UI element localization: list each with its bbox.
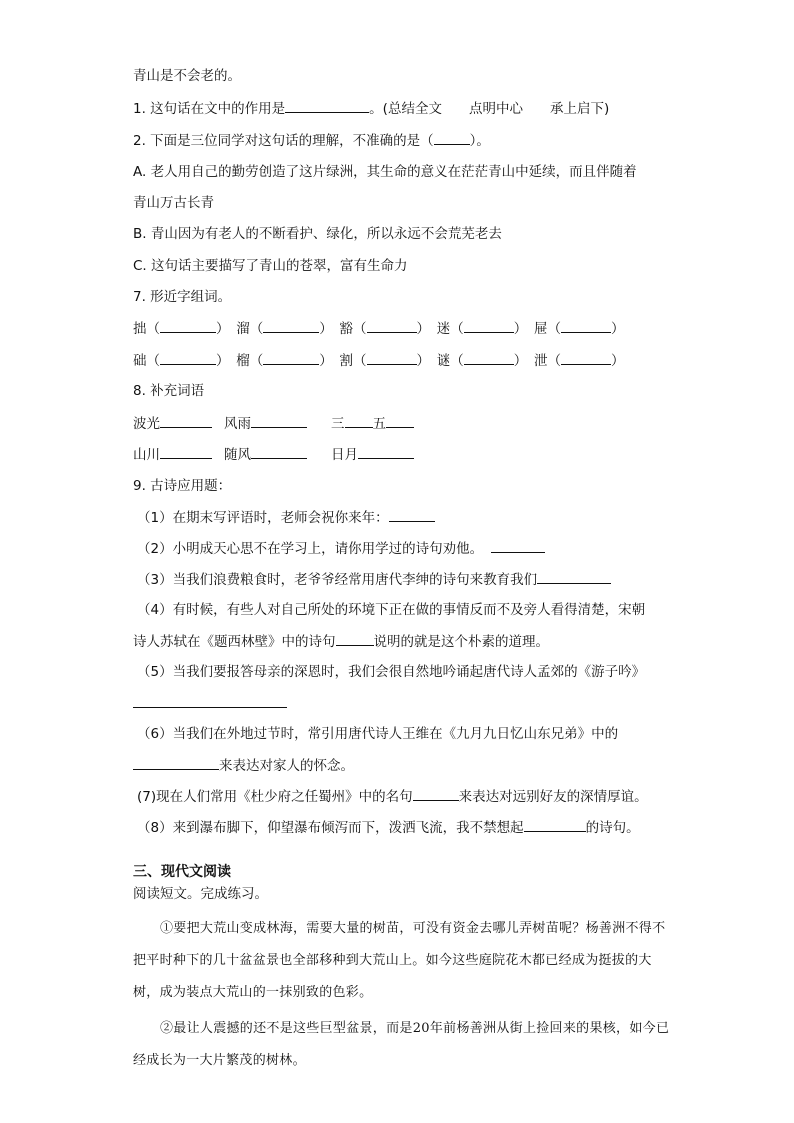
answer-blank[interactable] bbox=[386, 413, 414, 428]
question-2 bbox=[133, 130, 490, 151]
answer-blank[interactable] bbox=[367, 318, 417, 333]
question-7-title: 7. 形近字组词。 bbox=[133, 289, 232, 305]
answer-blank[interactable] bbox=[561, 350, 611, 365]
question-9-1 bbox=[137, 507, 435, 528]
sub-question-text: （3）当我们浪费粮食时，老爷爷经常用唐代李绅的诗句来教育我们 bbox=[137, 572, 538, 588]
idiom-prefix: 波光 bbox=[133, 416, 160, 432]
answer-blank[interactable] bbox=[561, 318, 611, 333]
question-9-2 bbox=[137, 538, 545, 559]
answer-blank[interactable] bbox=[464, 350, 514, 365]
char-label: ） 迷（ bbox=[416, 321, 464, 337]
question-8-row-2 bbox=[133, 444, 414, 465]
answer-blank[interactable] bbox=[389, 507, 435, 522]
sub-question-text: （2）小明成天心思不在学习上，请你用学过的诗句劝他。 bbox=[137, 541, 484, 557]
idiom-prefix: 日月 bbox=[331, 447, 358, 463]
question-9-7 bbox=[137, 786, 648, 807]
char-label: ） 谜（ bbox=[416, 353, 464, 369]
reading-paragraph-1: ①要把大荒山变成林海，需要大量的树苗，可没有资金去哪儿弄树苗呢？杨善洲不得不把平时种下的几十盆盆景也全部移种到大荒山上。如今这些庭院花木都已经成为挺拔的大树，成为装点大荒山的一抹别致的色彩。 bbox=[133, 921, 666, 1000]
answer-blank[interactable] bbox=[345, 413, 373, 428]
sub-question-text: (7)现在人们常用《杜少府之任蜀州》中的名句 bbox=[137, 789, 413, 805]
option-c: C. 这句话主要描写了青山的苍翠，富有生命力 bbox=[133, 258, 408, 274]
answer-blank[interactable] bbox=[160, 350, 216, 365]
section-3-instruction: 阅读短文。完成练习。 bbox=[133, 886, 268, 902]
char-label: 拙（ bbox=[133, 321, 160, 337]
answer-blank[interactable] bbox=[491, 538, 545, 553]
answer-blank[interactable] bbox=[464, 318, 514, 333]
question-9-6-line-1: （6）当我们在外地过节时，常引用唐代诗人王维在《九月九日忆山东兄弟》中的 bbox=[137, 726, 619, 742]
question-7-row-2 bbox=[133, 350, 625, 371]
char-label: ） 溜（ bbox=[216, 321, 264, 337]
answer-blank[interactable] bbox=[434, 130, 470, 145]
char-label: ） 豁（ bbox=[319, 321, 367, 337]
idiom-prefix: 三 bbox=[331, 416, 345, 432]
option-a-line-1: A. 老人用自己的勤劳创造了这片绿洲，其生命的意义在茫茫青山中延续，而且伴随着 bbox=[133, 164, 637, 180]
question-8-title: 8. 补充词语 bbox=[133, 383, 205, 399]
answer-blank[interactable] bbox=[413, 786, 459, 801]
question-7-row-1 bbox=[133, 318, 625, 339]
line-statement: 青山是不会老的。 bbox=[133, 68, 241, 84]
answer-blank[interactable] bbox=[537, 569, 611, 584]
question-9-3 bbox=[137, 569, 611, 590]
answer-blank[interactable] bbox=[160, 413, 212, 428]
char-label: ） 榴（ bbox=[216, 353, 264, 369]
question-9-5-answer bbox=[133, 693, 287, 714]
char-label: ） 泄（ bbox=[513, 353, 561, 369]
sub-question-text: 来表达对家人的怀念。 bbox=[219, 758, 354, 774]
char-label: ） bbox=[611, 353, 625, 369]
question-9-title: 9. 古诗应用题： bbox=[133, 478, 232, 494]
answer-blank[interactable] bbox=[358, 444, 414, 459]
char-label: ） bbox=[611, 321, 625, 337]
reading-paragraph-2: ②最让人震撼的还不是这些巨型盆景，而是20年前杨善洲从街上捡回来的果核，如今已经成长为一大片繁茂的树林。 bbox=[133, 1021, 670, 1068]
question-2-suffix: ）。 bbox=[469, 133, 490, 149]
sub-question-text: 的诗句。 bbox=[585, 820, 640, 836]
answer-blank[interactable] bbox=[367, 350, 417, 365]
question-1-options: 。(总结全文 点明中心 承上启下) bbox=[369, 101, 610, 117]
char-label: ） 割（ bbox=[319, 353, 367, 369]
answer-blank[interactable] bbox=[133, 693, 287, 708]
question-1 bbox=[133, 98, 609, 119]
question-8-row-1 bbox=[133, 413, 414, 434]
answer-blank[interactable] bbox=[524, 817, 586, 832]
answer-blank[interactable] bbox=[285, 98, 369, 113]
sub-question-text: （1）在期末写评语时，老师会祝你来年： bbox=[137, 510, 389, 526]
answer-blank[interactable] bbox=[251, 444, 307, 459]
question-1-prefix: 1. 这句话在文中的作用是 bbox=[133, 101, 286, 117]
answer-blank[interactable] bbox=[263, 350, 319, 365]
idiom-prefix: 随风 bbox=[224, 447, 251, 463]
answer-blank[interactable] bbox=[263, 318, 319, 333]
option-b: B. 青山因为有老人的不断看护、绿化，所以永远不会荒芜老去 bbox=[133, 226, 502, 242]
answer-blank[interactable] bbox=[160, 444, 212, 459]
answer-blank[interactable] bbox=[336, 631, 374, 646]
sub-question-text: （8）来到瀑布脚下，仰望瀑布倾泻而下，泼洒飞流，我不禁想起 bbox=[137, 820, 524, 836]
section-3-heading: 三、现代文阅读 bbox=[133, 864, 231, 880]
option-a-line-2: 青山万古长青 bbox=[133, 195, 214, 211]
question-9-5: （5）当我们要报答母亲的深恩时，我们会很自然地吟诵起唐代诗人孟郊的《游子吟》 bbox=[137, 664, 646, 680]
sub-question-text: 说明的就是这个朴素的道理。 bbox=[373, 634, 549, 650]
question-9-8 bbox=[137, 817, 640, 838]
question-9-4-line-2 bbox=[133, 631, 549, 652]
question-2-prefix: 2. 下面是三位同学对这句话的理解，不准确的是（ bbox=[133, 133, 434, 149]
char-label: 础（ bbox=[133, 353, 160, 369]
answer-blank[interactable] bbox=[160, 318, 216, 333]
sub-question-text: 来表达对远别好友的深情厚谊。 bbox=[458, 789, 648, 805]
char-label: ） 屉（ bbox=[513, 321, 561, 337]
answer-blank[interactable] bbox=[133, 755, 219, 770]
answer-blank[interactable] bbox=[251, 413, 307, 428]
idiom-prefix: 风雨 bbox=[224, 416, 251, 432]
idiom-middle: 五 bbox=[372, 416, 386, 432]
question-9-4-line-1: （4）有时候，有些人对自己所处的环境下正在做的事情反而不及旁人看得清楚，宋朝 bbox=[137, 602, 646, 618]
sub-question-text: 诗人苏轼在《题西林壁》中的诗句 bbox=[133, 634, 336, 650]
idiom-prefix: 山川 bbox=[133, 447, 160, 463]
question-9-6-line-2 bbox=[133, 755, 354, 776]
